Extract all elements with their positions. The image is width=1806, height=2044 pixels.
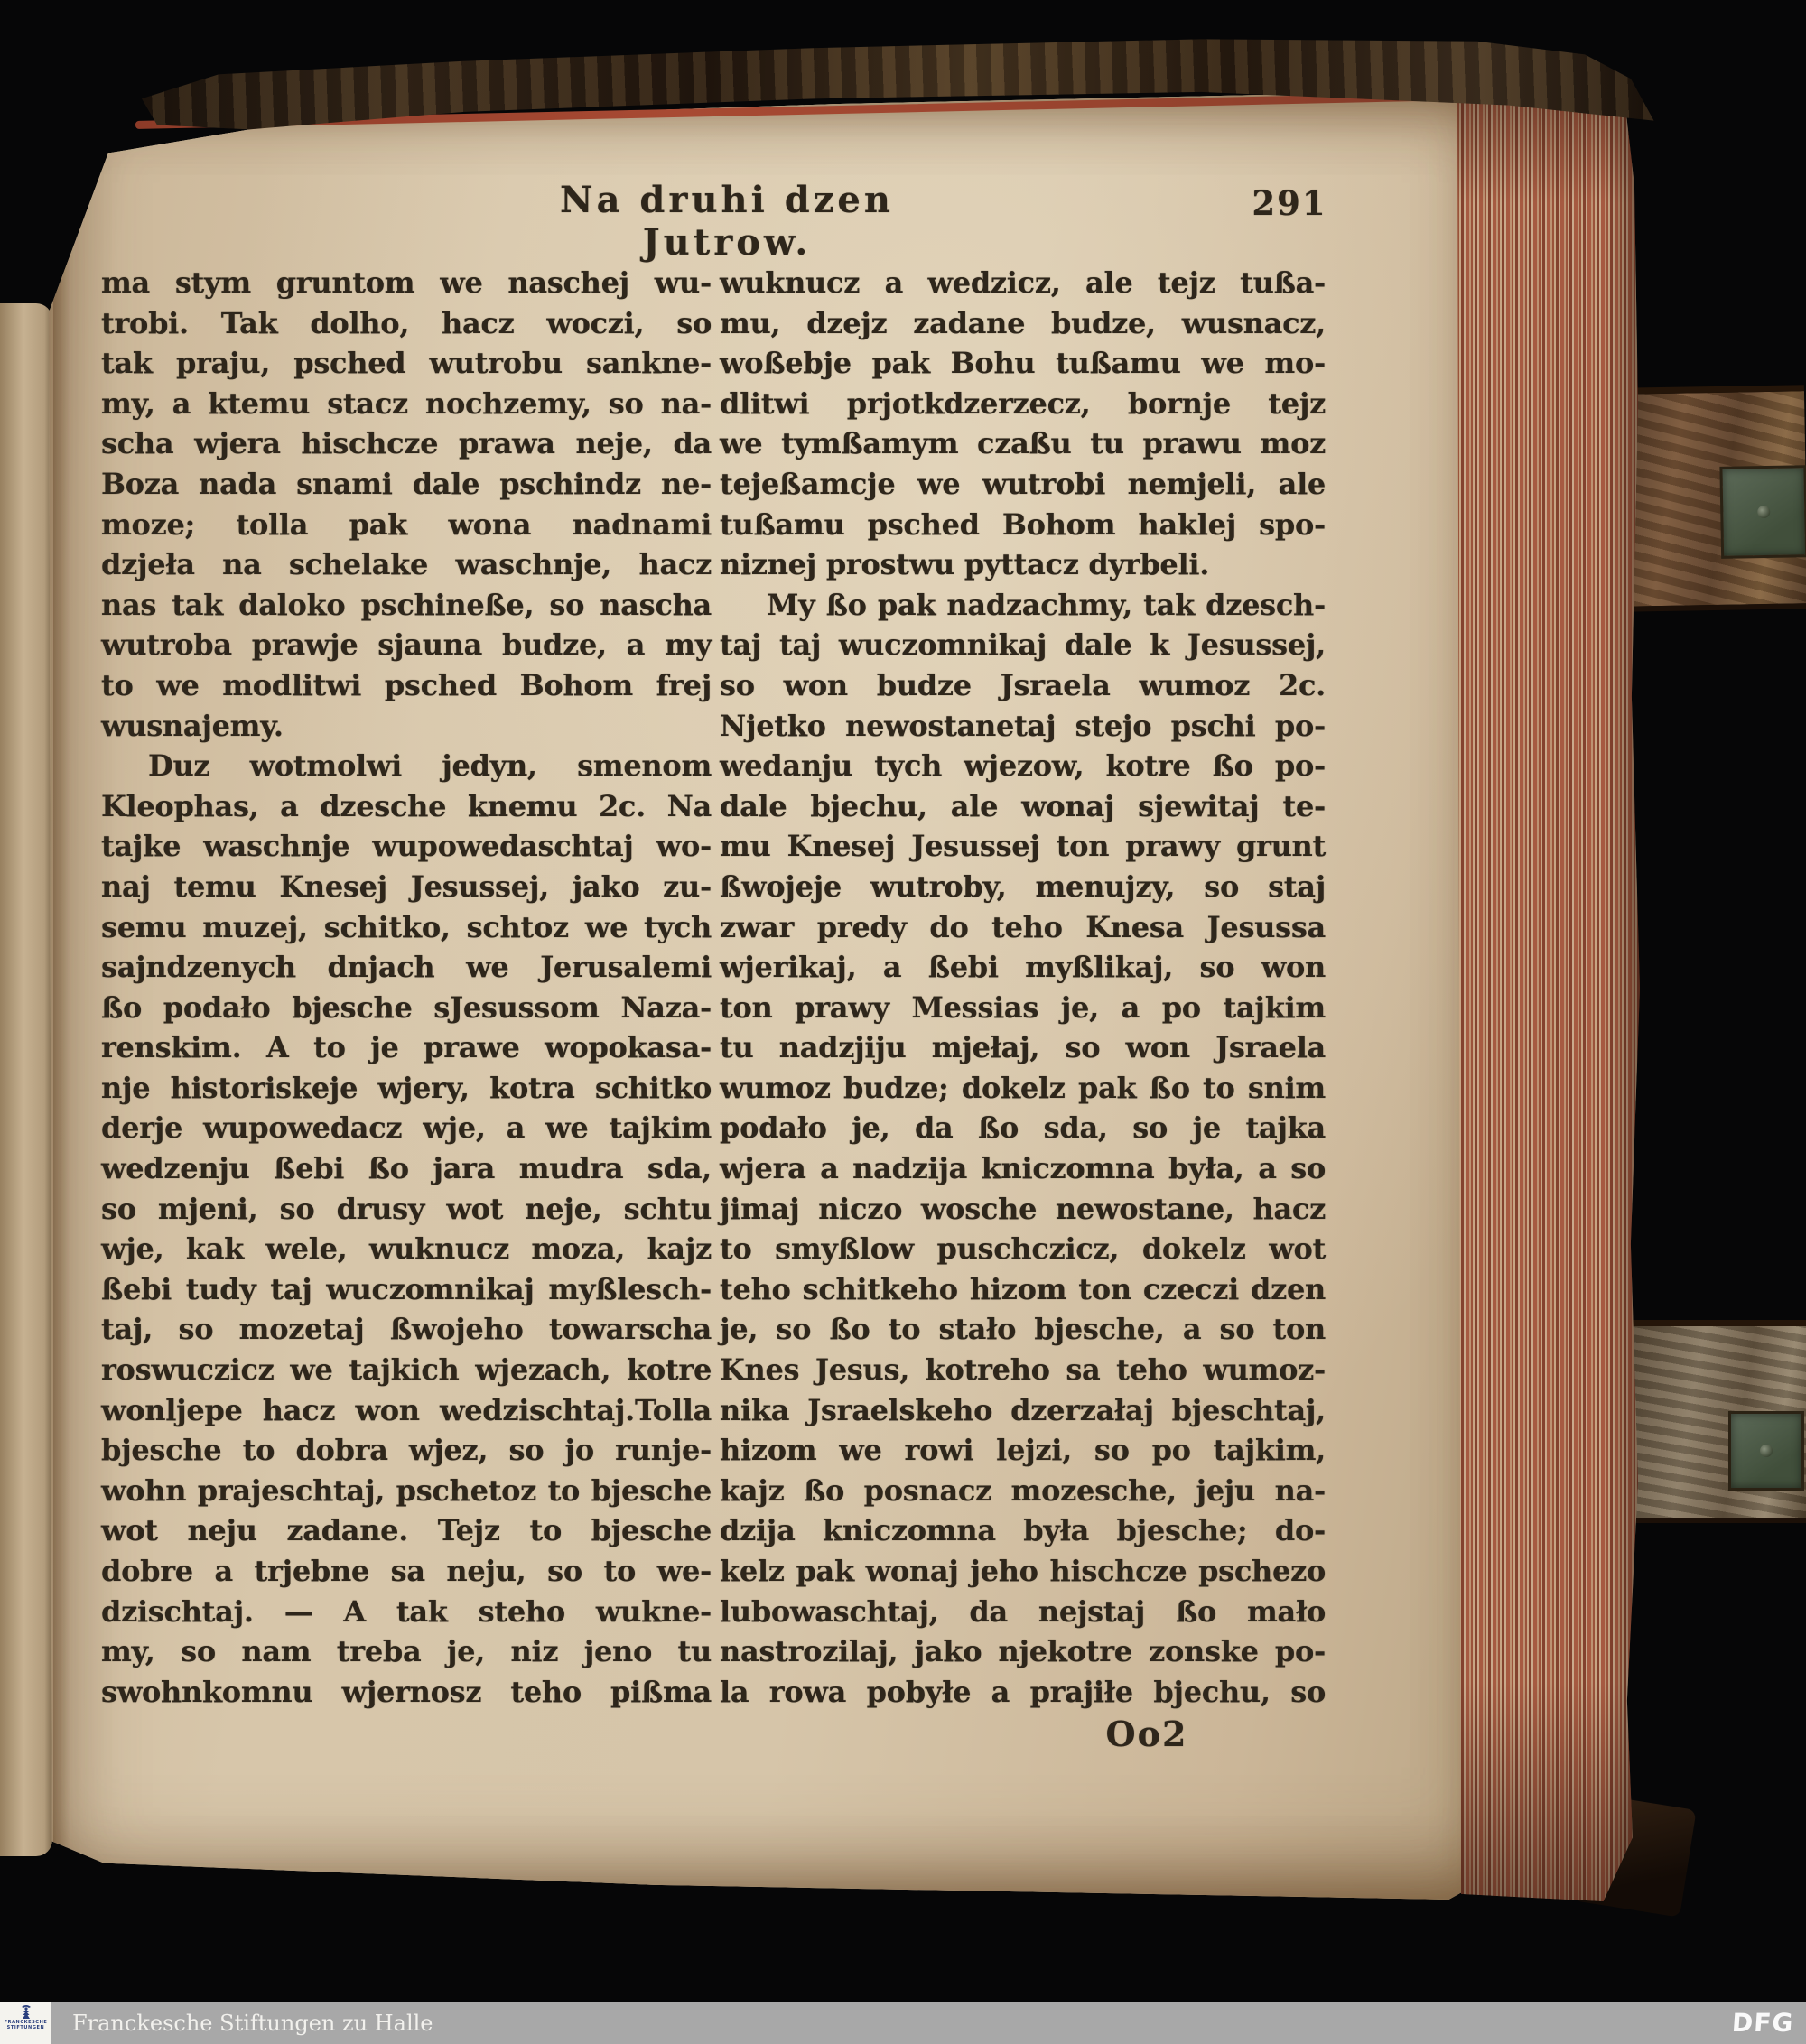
text-line: Knes Jesus, kotreho sa teho wumoz- [720,1352,1326,1388]
text-line: scha wjera hischcze prawa neje, da [101,426,712,461]
logo-text-line2: STIFTUNGEN [6,2025,45,2030]
text-line: nas tak daloko pschineße, so nascha [101,587,712,622]
text-line: wjerikaj, a ßebi myßlikaj, so won [720,950,1326,985]
eagle-sun-icon [18,2004,34,2020]
rivet-icon [1760,1445,1773,1457]
viewer-footer-bar [0,2002,1806,2044]
text-line: tejeßamcje we wutrobi nemjeli, ale [720,466,1326,501]
text-line: kajz ßo posnacz mozesche, jeju na- [720,1473,1326,1508]
text-line: niznej prostwu pyttacz dyrbeli. [720,547,1210,582]
text-line: renskim. A to je prawe wopokasa- [101,1030,712,1065]
text-line: ton prawy Messias je, a po tajkim [720,989,1326,1025]
text-line: mu Knesej Jesussej ton prawy grunt [720,829,1326,864]
text-line: tajke waschnje wupowedaschtaj wo- [101,829,712,864]
text-line: hizom we rowi lejzi, so po tajkim, [720,1433,1326,1468]
text-line: ßo podało bjesche sJesussom Naza- [101,989,712,1025]
rivet-icon [1757,506,1770,518]
text-line: tak praju, psched wutrobu sankne- [101,346,712,381]
text-column-left [101,263,712,1712]
running-header: Na druhi dzen Jutrow. [560,179,894,264]
text-line: nika Jsraelskeho dzerzałaj bjeschtaj, [720,1392,1326,1427]
text-line: bjesche to dobra wjez, so jo runje- [101,1433,712,1468]
text-line: la rowa pobyłe a prajiłe bjechu, so [720,1674,1326,1709]
text-line: to smyßlow puschczicz, dokelz wot [720,1231,1326,1267]
text-line: ßebi tudy taj wuczomnikaj myßlesch- [101,1271,712,1306]
text-line: My ßo pak nadzachmy, tak dzesch- [767,587,1326,622]
text-line: mu, dzejz zadane budze, wusnacz, [720,305,1326,340]
text-line: wot neju zadane. Tejz to bjesche [101,1513,712,1548]
text-line: moze; tolla pak wona nadnami [101,506,712,542]
text-line: wjera a nadzija kniczomna była, a so [720,1151,1326,1186]
text-line: ßwojeje wutroby, menujzy, so staj [720,869,1326,904]
text-line: Duz wotmolwi jedyn, smenom [148,748,712,784]
text-line: Njetko newostanetaj stejo pschi po- [720,708,1326,743]
text-line: wedanju tych wjezow, kotre ßo po- [720,748,1326,784]
signature-catchword: Oo2 [1105,1714,1188,1754]
book-fore-edge [1457,76,1640,1901]
text-line: ma stym gruntom we naschej wu- [101,265,712,300]
text-line: wumoz budze; dokelz pak ßo to snim [720,1070,1326,1105]
text-line: so mjeni, so drusy wot neje, schtu [101,1191,712,1226]
text-line: my, a ktemu stacz nochzemy, so na- [101,386,712,421]
text-line: dlitwi prjotkdzerzecz, bornje tejz [720,386,1326,421]
text-line: podało je, da ßo sda, so je tajka [720,1110,1326,1146]
text-line: zwar predy do teho Knesa Jesussa [720,909,1326,944]
dfg-logo: DFG [1730,2008,1795,2038]
text-line: naj temu Knesej Jesussej, jako zu- [101,869,712,904]
text-line: woßebje pak Bohu tußamu we mo- [720,346,1326,381]
leather-strap-upper [1619,385,1806,612]
text-line: to we modlitwi psched Bohom frej [101,667,712,702]
text-line: jimaj niczo wosche newostane, hacz [720,1191,1326,1226]
text-line: dzischtaj. — A tak steho wukne- [101,1593,712,1629]
text-line: wonljepe hacz won wedzischtaj.Tolla [101,1392,712,1427]
text-line: so won budze Jsraela wumoz 2c. [720,667,1326,702]
text-line: nje historiskeje wjery, kotra schitko [101,1070,712,1105]
text-line: taj, so mozetaj ßwojeho towarscha [101,1312,712,1347]
text-line: semu muzej, schitko, schtoz we tych [101,909,712,944]
text-line: swohnkomnu wjernosz teho pißma [101,1674,712,1709]
text-line: wutroba prawje sjauna budze, a my [101,627,712,663]
page-number: 291 [1252,183,1327,223]
text-line: Boza nada snami dale pschindz ne- [101,466,712,501]
text-line: taj taj wuczomnikaj dale k Jesussej, [720,627,1326,663]
text-line: roswuczicz we tajkich wjezach, kotre [101,1352,712,1388]
text-line: Kleophas, a dzesche knemu 2c. Na [101,788,712,823]
text-line: trobi. Tak dolho, hacz woczi, so [101,305,712,340]
facing-page-edge [0,303,52,1856]
text-line: sajndzenych dnjach we Jerusalemi [101,950,712,985]
text-line: je, so ßo to stało bjesche, a so ton [720,1312,1326,1347]
text-line: wje, kak wele, wuknucz moza, kajz [101,1231,712,1267]
institution-name: Franckesche Stiftungen zu Halle [72,2010,433,2036]
gutter-crease [53,86,77,1905]
text-line: wedzenju ßebi ßo jara mudra sda, [101,1151,712,1186]
metal-clasp-upper [1719,465,1806,559]
text-line: tußamu psched Bohom haklej spo- [720,506,1326,542]
text-line: dzija kniczomna była bjesche; do- [720,1513,1326,1548]
text-line: lubowaschtaj, da nejstaj ßo mało [720,1593,1326,1629]
leather-strap-lower [1633,1320,1806,1523]
text-line: teho schitkeho hizom ton czeczi dzen [720,1271,1326,1306]
text-line: dobre a trjebne sa neju, so to we- [101,1554,712,1588]
text-line: nastrozilaj, jako njekotre zonske po- [720,1634,1326,1669]
franckesche-stiftungen-logo [0,2002,51,2044]
logo-text-line1: FRANCKESCHE [4,2020,48,2025]
text-line: wusnajemy. [101,708,284,743]
text-line: wuknucz a wedzicz, ale tejz tußa- [720,265,1326,300]
text-line: wohn prajeschtaj, pschetoz to bjesche [101,1473,712,1508]
text-line: we tymßamym czaßu tu prawu moz [720,426,1326,461]
text-line: dale bjechu, ale wonaj sjewitaj te- [720,788,1326,823]
text-line: my, so nam treba je, niz jeno tu [101,1634,712,1669]
text-column-right [720,263,1326,1712]
metal-clasp-lower [1728,1411,1804,1491]
text-line: tu nadzjiju mjełaj, so won Jsraela [720,1030,1326,1065]
text-line: kelz pak wonaj jeho hischcze pschezo [720,1554,1326,1588]
text-line: dzjeła na schelake waschnje, hacz [101,547,712,582]
text-line: derje wupowedacz wje, a we tajkim [101,1110,712,1146]
